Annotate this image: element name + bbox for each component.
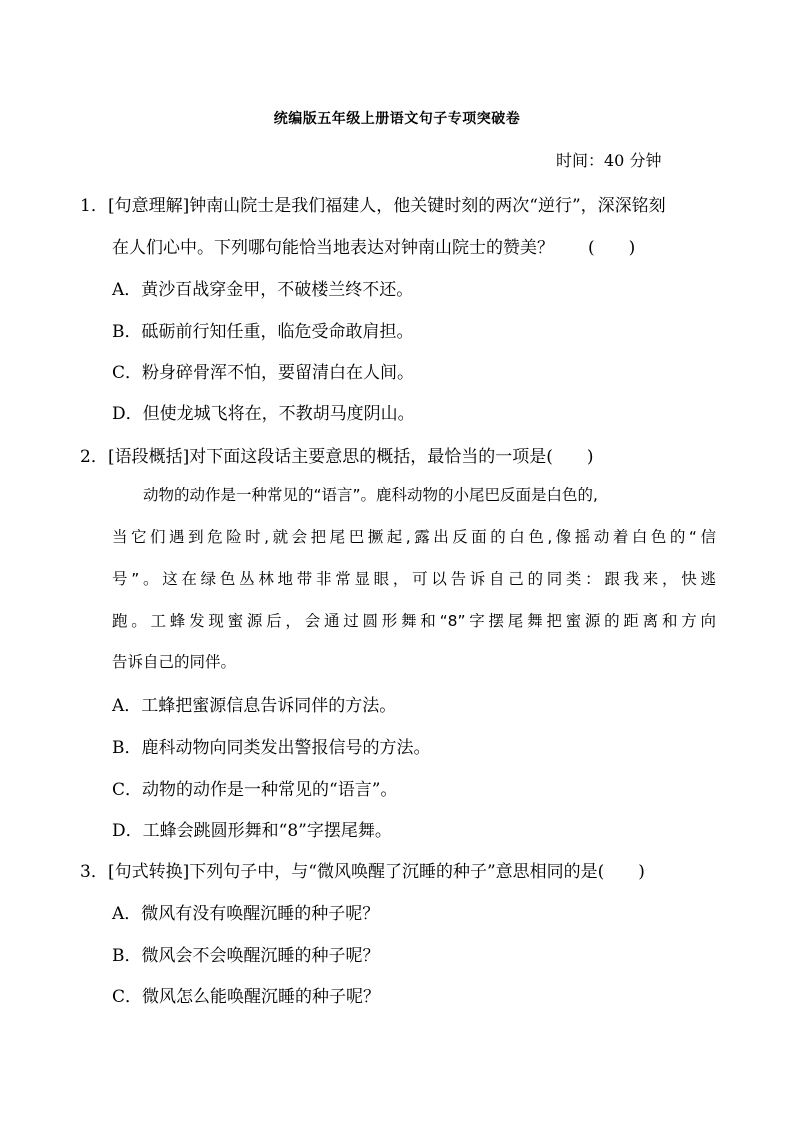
passage-line: 跑。工蜂发现蜜源后，会通过圆形舞和“8”字摆尾舞把蜜源的距离和方向 bbox=[112, 612, 716, 630]
option-b: B．微风会不会唤醒沉睡的种子呢？ bbox=[112, 946, 380, 966]
question-number: 1． bbox=[80, 196, 108, 216]
option-b: B．砥砺前行知任重，临危受命敢肩担。 bbox=[112, 322, 414, 342]
option-c: C．微风怎么能唤醒沉睡的种子呢？ bbox=[112, 987, 381, 1007]
question-number: 2． bbox=[80, 447, 108, 467]
page-title: 统编版五年级上册语文句子专项突破卷 bbox=[273, 111, 521, 127]
option-a: A．微风有没有唤醒沉睡的种子呢？ bbox=[112, 904, 380, 924]
option-d: D．工蜂会跳圆形舞和“8”字摆尾舞。 bbox=[112, 821, 392, 841]
question-text-line: [句式转换]下列句子中，与“微风唤醒了沉睡的种子”意思相同的是( ) bbox=[108, 862, 645, 882]
time-limit: 时间：40 分钟 bbox=[556, 151, 662, 170]
option-c: C．动物的动作是一种常见的“语言”。 bbox=[112, 780, 398, 800]
option-c: C．粉身碎骨浑不怕，要留清白在人间。 bbox=[112, 363, 415, 383]
option-d: D．但使龙城飞将在，不教胡马度阴山。 bbox=[112, 404, 415, 424]
passage-line: 动物的动作是一种常见的“语言”。鹿科动物的小尾巴反面是白色的, bbox=[112, 486, 598, 504]
option-b: B．鹿科动物向同类发出警报信号的方法。 bbox=[112, 738, 431, 758]
option-a: A．工蜂把蜜源信息告诉同伴的方法。 bbox=[112, 696, 397, 716]
question-text-line: [语段概括]对下面这段话主要意思的概括，最恰当的一项是( ) bbox=[108, 447, 594, 467]
passage-line: 告诉自己的同伴。 bbox=[112, 653, 237, 671]
question-text-line: [句意理解]钟南山院士是我们福建人，他关键时刻的两次“逆行”，深深铭刻 bbox=[108, 196, 666, 216]
passage-line: 当它们遇到危险时,就会把尾巴撅起,露出反面的白色,像摇动着白色的“信 bbox=[112, 528, 716, 546]
option-a: A．黄沙百战穿金甲，不破楼兰终不还。 bbox=[112, 280, 414, 300]
question-text-line: 在人们心中。下列哪句能恰当地表达对钟南山院士的赞美？ ( ) bbox=[112, 238, 636, 258]
passage-line: 号”。这在绿色丛林地带非常显眼，可以告诉自己的同类：跟我来，快逃 bbox=[112, 570, 716, 588]
question-number: 3． bbox=[80, 862, 108, 882]
